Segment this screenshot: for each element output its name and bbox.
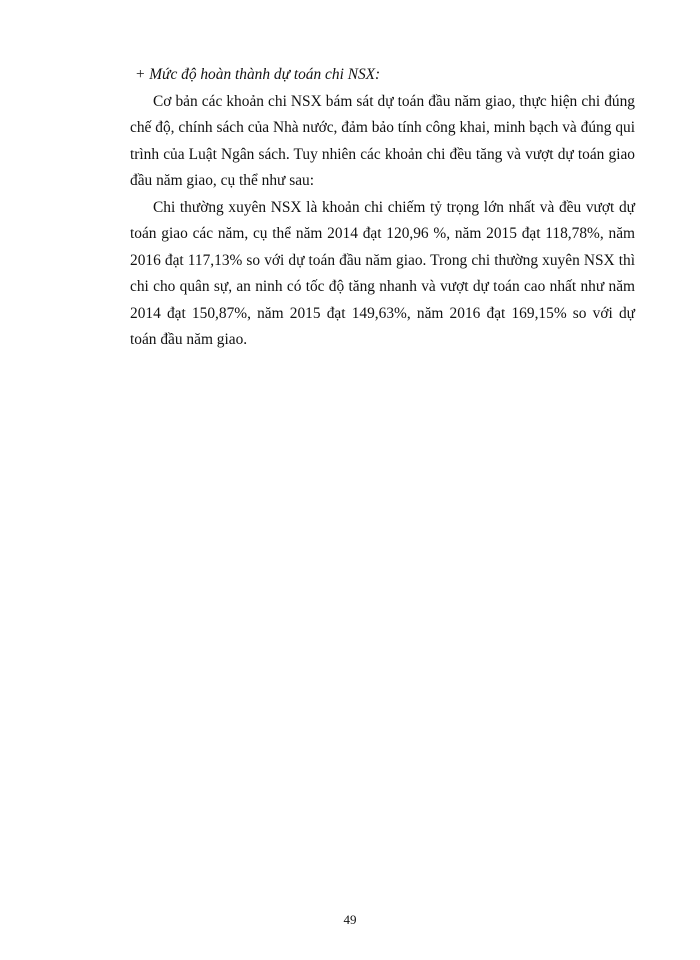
paragraph-recurrent-spending: Chi thường xuyên NSX là khoản chi chiếm tỷ trọng lớn nhất và đều vượt dự toán giao các năm, cụ thể năm 2014 đạt 120,96 %, năm 2015 đạt 118,78%, năm 2016 đạt 117,13% so với dự toán đầu năm giao. Trong chi thường xuyên NSX thì chi cho quân sự, an ninh có tốc độ tăng nhanh và vượt dự toán cao nhất như năm 2014 đạt 150,87%, năm 2015 đạt 149,63%, năm 2016 đạt 169,15% so với dự toán đầu năm giao.: [130, 198, 635, 348]
section-heading: + Mức độ hoàn thành dự toán chi NSX:: [135, 66, 381, 83]
page-number: 49: [343, 912, 357, 927]
page-content: [130, 62, 635, 354]
paragraph-budget-compliance: Cơ bản các khoản chi NSX bám sát dự toán đầu năm giao, thực hiện chi đúng chế độ, chính sách của Nhà nước, đảm bảo tính công khai, minh bạch và đúng qui trình của Luật Ngân sách. Tuy nhiên các khoản chi đều tăng và vượt dự toán giao đầu năm giao, cụ thể như sau:: [130, 92, 635, 189]
